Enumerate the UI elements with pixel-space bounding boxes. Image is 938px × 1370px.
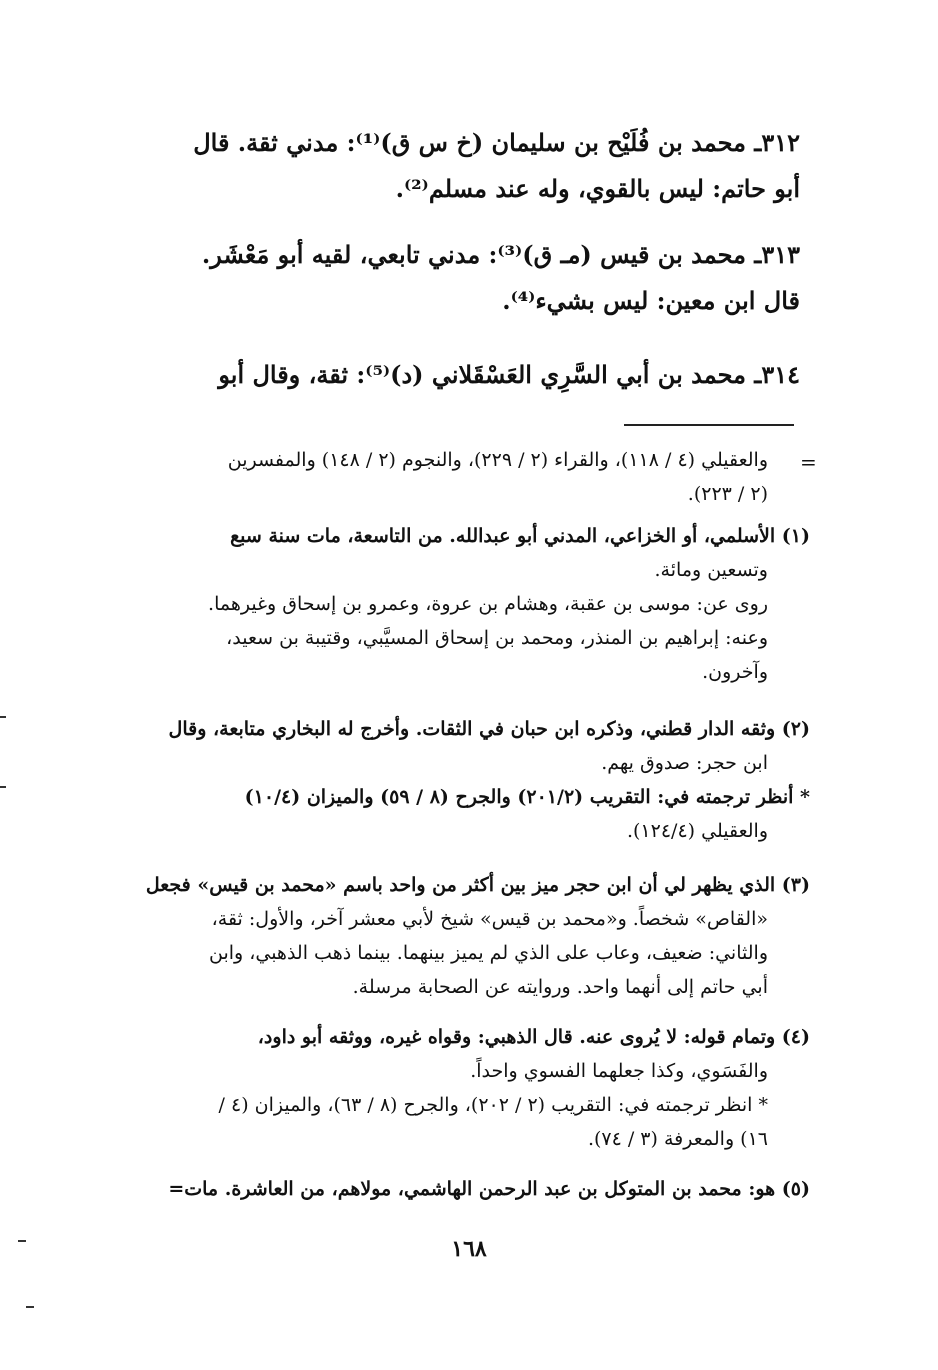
entry-313 bbox=[108, 232, 800, 324]
footnote-2 bbox=[108, 712, 810, 848]
entry-line: قال ابن معين: ليس بشيء⁽⁴⁾. bbox=[502, 286, 800, 315]
footnote-line: * انظر ترجمته في: التقريب (٢ / ٢٠٢)، والجرح (٨ / ٦٣)، والميزان (٤ / bbox=[218, 1094, 768, 1116]
footnote-line: والفَسَوي، وكذا جعلهما الفسوي واحداً. bbox=[470, 1060, 768, 1082]
footnote-3 bbox=[108, 868, 810, 1004]
entry-line: أبو حاتم: ليس بالقوي، وله عند مسلم⁽²⁾. bbox=[395, 174, 800, 203]
footnote-5 bbox=[108, 1172, 810, 1206]
footnote-line: وعنه: إبراهيم بن المنذر، ومحمد بن إسحاق المسيَّبي، وقتيبة بن سعيد، bbox=[226, 627, 768, 649]
footnote-line: (١) الأسلمي، أو الخزاعي، المدني أبو عبدالله. من التاسعة، مات سنة سبع bbox=[230, 525, 810, 547]
footnote-line: والثاني: ضعيف، وعاب على الذي لم يميز بينهما. بينما ذهب الذهبي، وابن bbox=[208, 942, 768, 964]
entry-line: ٣١٣ـ محمد بن قيس (مـ ق)⁽³⁾: مدني تابعي، لقيه أبو مَعْشَر. bbox=[201, 240, 800, 269]
footnote-separator bbox=[624, 424, 794, 426]
footnote-line: وآخرون. bbox=[702, 661, 768, 683]
footnote-continuation bbox=[108, 443, 810, 511]
entry-314 bbox=[108, 352, 800, 398]
scan-artifact bbox=[18, 1240, 26, 1242]
continuation-mark: = bbox=[800, 450, 817, 474]
footnote-line: «القاص» شخصاً. و«محمد بن قيس» شيخ لأبي معشر آخر، والأول: ثقة، bbox=[211, 908, 768, 930]
footnote-line: ١٦) والمعرفة (٣ / ٧٤). bbox=[587, 1128, 768, 1150]
footnote-line: ابن حجر: صدوق يهم. bbox=[601, 752, 768, 774]
footnote-line: والعقيلي (١٢٤/٤). bbox=[626, 820, 768, 842]
footnote-line: (٥) هو: محمد بن المتوكل بن عبد الرحمن الهاشمي، مولاهم، من العاشرة. مات= bbox=[168, 1178, 810, 1200]
entry-line: ٣١٤ـ محمد بن أبي السَّرِي العَسْقَلاني (د)⁽⁵⁾: ثقة، وقال أبو bbox=[218, 360, 800, 389]
footnote-1 bbox=[108, 519, 810, 689]
footnote-line: والعقيلي (٤ / ١١٨)، والقراء (٢ / ٢٢٩)، والنجوم (٢ / ١٤٨) والمفسرين bbox=[227, 449, 768, 471]
footnote-4 bbox=[108, 1020, 810, 1156]
entry-line: ٣١٢ـ محمد بن فُلَيْح بن سليمان (خ س ق)⁽¹⁾: مدني ثقة. قال bbox=[193, 128, 800, 157]
footnote-line: (٢) وثقه الدار قطني، وذكره ابن حبان في الثقات. وأخرج له البخاري متابعة، وقال bbox=[168, 718, 810, 740]
footnote-line: (٢ / ٢٢٣). bbox=[687, 483, 768, 505]
scan-artifact bbox=[26, 1306, 34, 1308]
page-number: ١٦٨ bbox=[451, 1236, 487, 1262]
footnote-line: أبي حاتم إلى أنهما واحد. وروايته عن الصحابة مرسلة. bbox=[352, 976, 768, 998]
scan-artifact bbox=[0, 716, 6, 718]
footnote-line: وتسعين ومائة. bbox=[654, 559, 768, 581]
scan-artifact bbox=[0, 786, 6, 788]
footnote-line: (٤) وتمام قوله: لا يُروى عنه. قال الذهبي: وقواه غيره، ووثقه أبو داود، bbox=[257, 1026, 810, 1048]
entry-312 bbox=[108, 120, 800, 212]
footnote-line: روى عن: موسى بن عقبة، وهشام بن عروة، وعمرو بن إسحاق وغيرهما. bbox=[208, 593, 768, 615]
footnote-line: * أنظر ترجمته في: التقريب (٢٠١/٢) والجرح (٨ / ٥٩) والميزان (١٠/٤) bbox=[244, 786, 810, 808]
footnote-line: (٣) الذي يظهر لي أن ابن حجر ميز بين أكثر من واحد باسم «محمد بن قيس» فجعل bbox=[145, 874, 810, 896]
